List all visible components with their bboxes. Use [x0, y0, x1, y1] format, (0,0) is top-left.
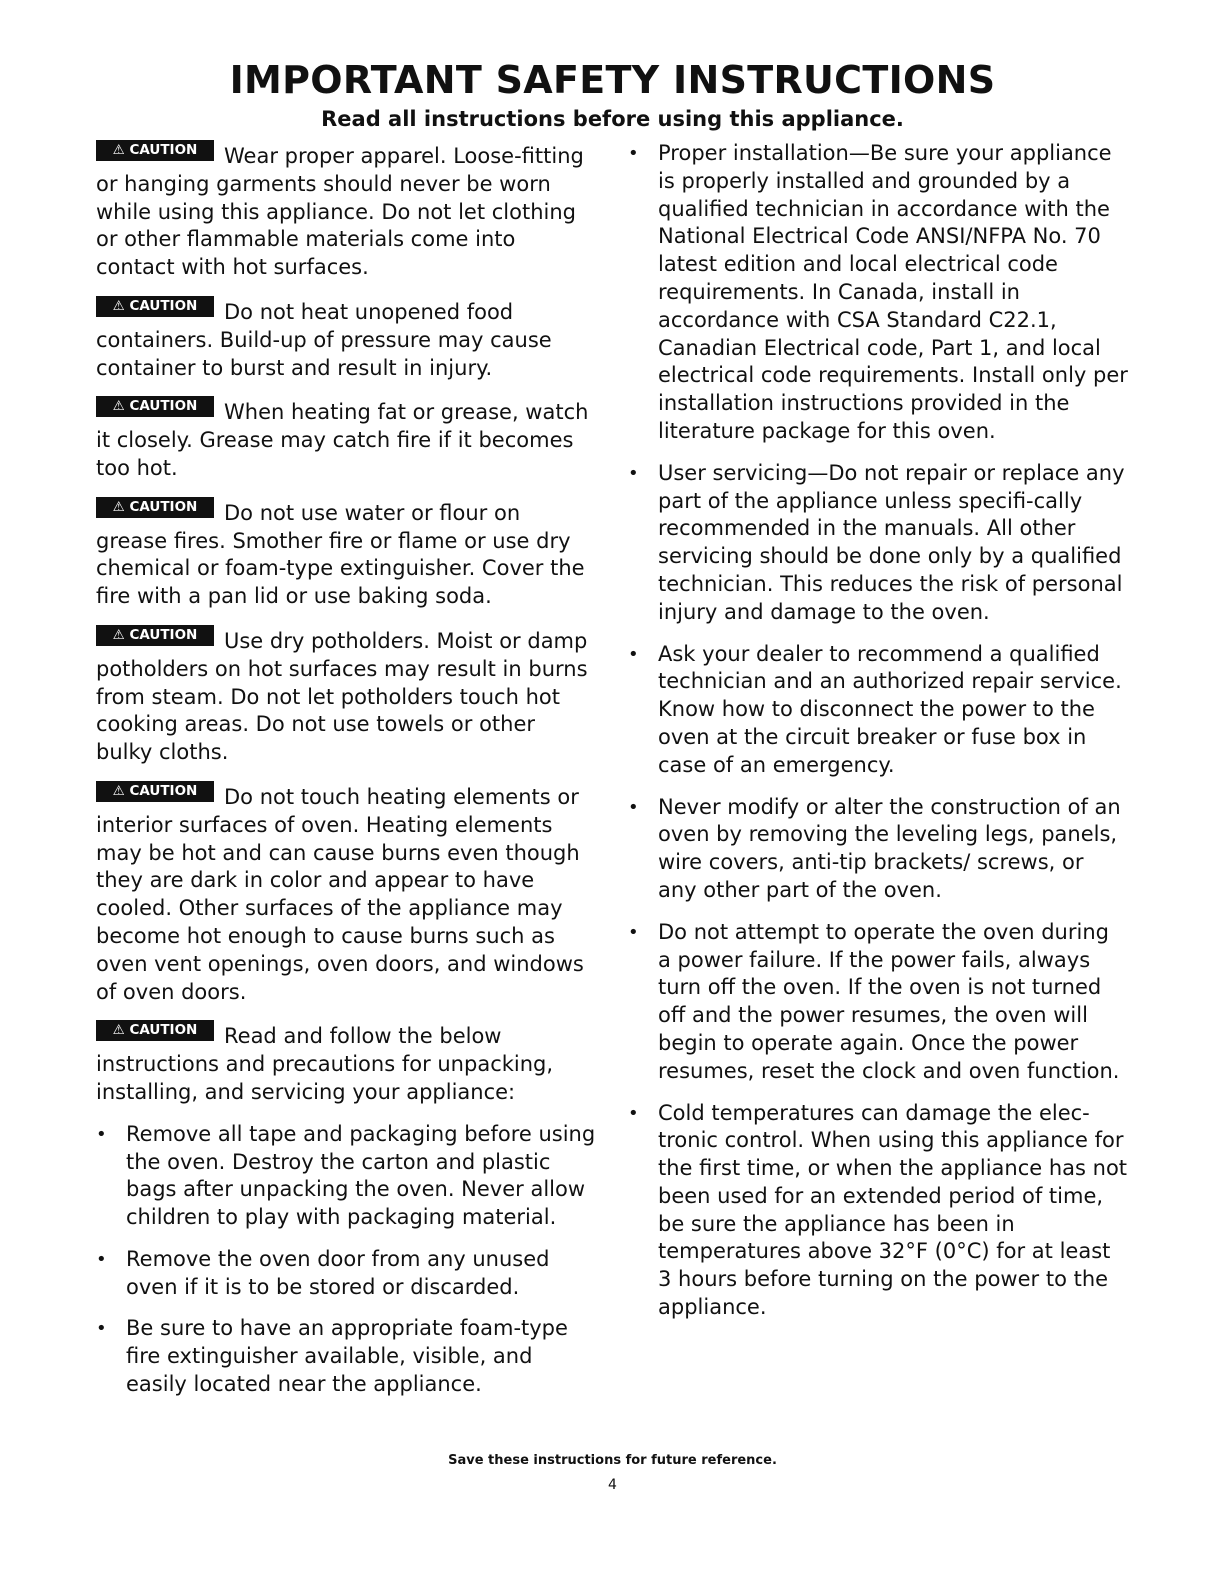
caution-text: Read and follow the below instructions and precautions for unpacking, installing, and servicing your appliance:	[96, 1024, 554, 1104]
bullet-item: • Never modify or alter the construction of an oven by removing the leveling legs, panels, wire covers, anti-tip brackets/ screws, or any other part of the oven.	[628, 794, 1128, 905]
bullet-item: • Cold temperatures can damage the elec-tronic control. When using this appliance for the first time, or when the appliance has not been used for an extended period of time, be sure the appliance has been in temperatures above 32°F (0°C) for at least 3 hours before turning on the power to the appliance.	[628, 1100, 1128, 1322]
bullet-item: • Ask your dealer to recommend a qualified technician and an authorized repair service. Know how to disconnect the power to the oven at the circuit breaker or fuse box in case of an emergency.	[628, 641, 1128, 780]
caution-badge: ⚠ CAUTION	[96, 296, 214, 317]
caution-paragraph	[96, 625, 596, 767]
bullet-item: • Remove the oven door from any unused oven if it is to be stored or discarded.	[96, 1246, 596, 1302]
caution-text: Use dry potholders. Moist or damp potholders on hot surfaces may result in burns from steam. Do not let potholders touch hot cooking areas. Do not use towels or other bulky cloths.	[96, 628, 588, 765]
page-subtitle: Read all instructions before using this appliance.	[321, 107, 904, 131]
caution-text: Wear proper apparel. Loose-fitting or hanging garments should never be worn while using this appliance. Do not let clothing or other flammable materials come into contact with hot surfaces.	[96, 144, 584, 280]
caution-paragraph	[96, 140, 596, 282]
page-number: 4	[608, 1477, 617, 1493]
footer-note: Save these instructions for future reference.	[448, 1453, 777, 1468]
safety-bullet-list	[628, 140, 1128, 1322]
caution-badge: ⚠ CAUTION	[96, 396, 214, 417]
caution-paragraph	[96, 781, 596, 1006]
caution-paragraph	[96, 497, 596, 611]
caution-text: When heating fat or grease, watch it closely. Grease may catch fire if it becomes too hot.	[96, 400, 589, 480]
caution-text: Do not touch heating elements or interior surfaces of oven. Heating elements may be hot and can cause burns even though they are dark in color and appear to have cooled. Other surfaces of the appliance may become hot enough to cause burns such as oven vent openings, oven doors, and windows of oven doors.	[96, 784, 584, 1004]
caution-badge: ⚠ CAUTION	[96, 140, 214, 161]
bullet-item: • Be sure to have an appropriate foam-type fire extinguisher available, visible, and easily located near the appliance.	[96, 1315, 596, 1398]
bullet-item: • Remove all tape and packaging before using the oven. Destroy the carton and plastic bags after unpacking the oven. Never allow children to play with packaging material.	[96, 1121, 596, 1232]
unpacking-bullet-list	[96, 1121, 596, 1399]
bullet-item: • Do not attempt to operate the oven during a power failure. If the power fails, always turn off the oven. If the oven is not turned off and the power resumes, the oven will begin to operate again. Once the power resumes, reset the clock and oven function.	[628, 919, 1128, 1086]
caution-badge: ⚠ CAUTION	[96, 625, 214, 646]
page-title: IMPORTANT SAFETY INSTRUCTIONS	[229, 58, 996, 102]
caution-text: Do not heat unopened food containers. Build-up of pressure may cause container to burst and result in injury.	[96, 299, 552, 380]
caution-badge: ⚠ CAUTION	[96, 1020, 214, 1041]
bullet-item: • Proper installation—Be sure your appliance is properly installed and grounded by a qualified technician in accordance with the National Electrical Code ANSI/NFPA No. 70 latest edition and local electrical code requirements. In Canada, install in accordance with CSA Standard C22.1, Canadian Electrical code, Part 1, and local electrical code requirements. Install only per installation instructions provided in the literature package for this oven.	[628, 140, 1128, 446]
caution-paragraph	[96, 296, 596, 382]
caution-paragraph	[96, 396, 596, 482]
caution-text: Do not use water or flour on grease fires. Smother fire or flame or use dry chemical or foam-type extinguisher. Cover the fire with a pan lid or use baking soda.	[96, 500, 585, 609]
bullet-item: • User servicing—Do not repair or replace any part of the appliance unless specifi-cally recommended in the manuals. All other servicing should be done only by a qualified technician. This reduces the risk of personal injury and damage to the oven.	[628, 460, 1128, 627]
caution-badge: ⚠ CAUTION	[96, 781, 214, 802]
right-column	[628, 140, 1128, 1336]
left-column	[96, 140, 596, 1413]
caution-paragraph	[96, 1020, 596, 1106]
caution-badge: ⚠ CAUTION	[96, 497, 214, 518]
